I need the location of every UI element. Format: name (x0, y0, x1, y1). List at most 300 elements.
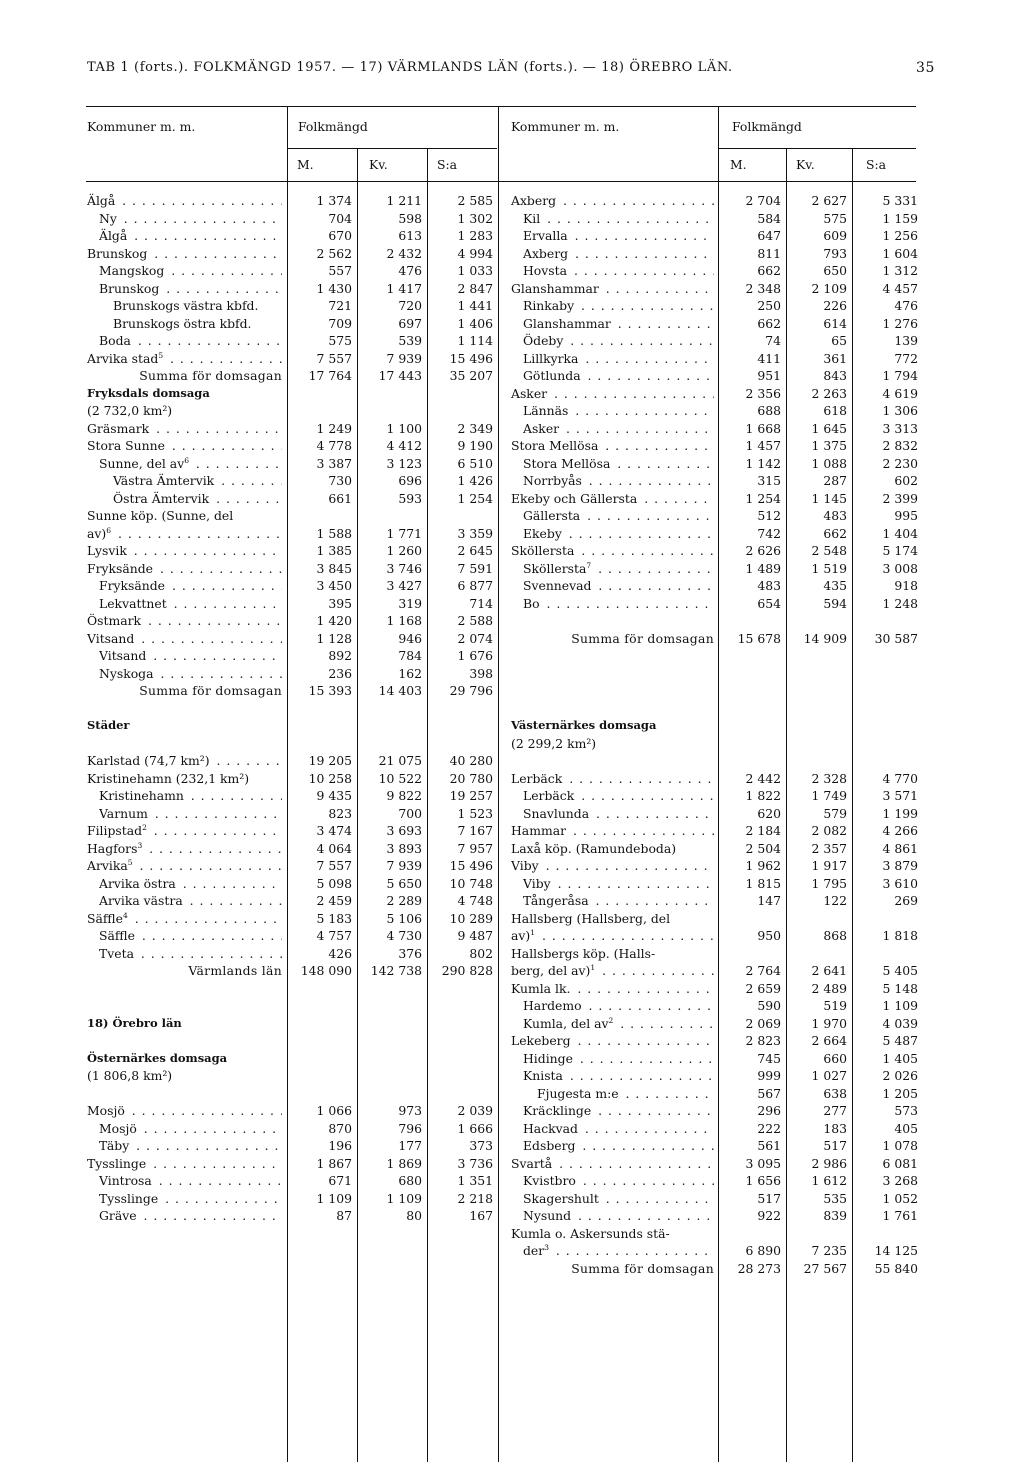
kommun-name-text: Hovsta (523, 263, 567, 278)
men-value: 1 867 (316, 1155, 352, 1171)
women-value: 2 986 (811, 1155, 847, 1171)
total-value: 476 (894, 298, 918, 313)
kv-header: Kv. (369, 157, 388, 172)
kommun-name (511, 1032, 714, 1050)
kommun-name (523, 297, 714, 315)
men-value: 3 845 (316, 560, 352, 576)
women-value: 7 939 (386, 350, 422, 366)
total-value: 20 780 (449, 770, 493, 786)
men-value: 5 098 (316, 875, 352, 891)
men-value: 730 (328, 473, 352, 488)
section-heading: 18) Örebro län (87, 1015, 182, 1030)
kommun-name-text: Boda (99, 333, 131, 348)
kommun-name-text: Viby (511, 858, 539, 873)
women-value: 2 082 (811, 823, 847, 838)
women-value: 65 (831, 333, 847, 348)
women-value: 1 519 (811, 560, 847, 576)
men-value: 1 249 (316, 420, 352, 436)
kommun-name-text: Vintrosa (99, 1173, 152, 1188)
women-value: 575 (823, 210, 847, 226)
women-value: 183 (823, 1120, 847, 1136)
men-value: 584 (757, 210, 781, 226)
kommun-name (87, 630, 282, 648)
total-value: 1 205 (882, 1085, 918, 1101)
kommun-name (99, 210, 282, 228)
total-value: 1 676 (457, 648, 493, 663)
men-value: 1 815 (745, 875, 781, 891)
total-value: 573 (894, 1103, 918, 1118)
women-value: 696 (398, 473, 422, 488)
women-value: 7 939 (386, 858, 422, 873)
women-value: 613 (398, 228, 422, 243)
women-value: 660 (823, 1050, 847, 1066)
total-value: 269 (894, 893, 918, 908)
kommun-name (523, 367, 714, 385)
men-value: 742 (757, 525, 781, 541)
total-value: 2 074 (457, 630, 493, 646)
total-value: 3 610 (882, 875, 918, 891)
kommun-name-text: Kvistbro (523, 1173, 576, 1188)
total-value: 7 167 (457, 823, 493, 838)
men-value: 870 (328, 1120, 352, 1136)
men-value: 2 764 (745, 963, 781, 978)
kommun-name-text: Brunskogs västra kbfd. (113, 298, 259, 313)
total-value: 9 190 (457, 438, 493, 453)
men-value: 892 (328, 648, 352, 663)
total-value: 4 994 (457, 245, 493, 261)
total-value: 6 081 (882, 1155, 918, 1171)
total-value: 167 (469, 1208, 493, 1223)
kommun-name (99, 455, 282, 473)
men-value: 2 704 (745, 193, 781, 208)
kommun-name (511, 822, 714, 840)
total-value: 3 268 (882, 1173, 918, 1188)
men-value: 1 656 (745, 1173, 781, 1188)
women-value: 122 (823, 893, 847, 908)
total-value: 4 457 (882, 280, 918, 296)
men-value: 87 (336, 1208, 352, 1223)
kommun-name (87, 1102, 282, 1120)
men-value: 1 489 (745, 560, 781, 576)
men-value: 4 064 (316, 840, 352, 856)
kommun-name (511, 437, 714, 455)
men-value: 561 (757, 1138, 781, 1153)
total-value: 2 645 (457, 543, 493, 558)
kommun-name-text: Axberg (523, 245, 569, 261)
kommun-name (99, 1207, 282, 1225)
total-value: 1 666 (457, 1120, 493, 1136)
women-value: 1 612 (811, 1173, 847, 1188)
kommun-name-text: Lekeberg (511, 1033, 571, 1048)
kommun-name-text: Svartå (511, 1155, 553, 1171)
footnote-marker: 5 (158, 350, 164, 360)
men-value: 411 (757, 350, 781, 366)
women-value: 2 263 (811, 385, 847, 401)
total-value: 602 (894, 473, 918, 488)
kommun-name-text: Mosjö (99, 1120, 137, 1136)
women-value: 162 (398, 665, 422, 681)
column-divider (718, 106, 719, 1462)
women-value: 1 375 (811, 438, 847, 453)
kommuner-header: Kommuner m. m. (511, 119, 620, 134)
total-value: 7 591 (457, 560, 493, 576)
total-value: 3 879 (882, 858, 918, 873)
women-value: 1 211 (386, 193, 422, 208)
kommun-name (523, 525, 714, 543)
kommun-name-text: Glanshammar (511, 280, 599, 296)
women-value: 1 145 (811, 490, 847, 506)
women-value: 1 645 (811, 420, 847, 436)
total-value: 1 254 (457, 490, 493, 506)
women-value: 579 (823, 805, 847, 821)
women-value: 2 489 (811, 980, 847, 996)
kommun-name (511, 1225, 714, 1243)
sum-row-label (87, 682, 282, 700)
total-value: 1 078 (882, 1138, 918, 1153)
total-value: 772 (894, 350, 918, 366)
kommun-name (523, 472, 714, 490)
total-value: 1 248 (882, 595, 918, 611)
kommun-name (523, 455, 714, 473)
total-value: 1 052 (882, 1190, 918, 1206)
total-value: 6 877 (457, 578, 493, 593)
kommun-name (511, 962, 714, 980)
total-value: 3 736 (457, 1155, 493, 1171)
women-value: 27 567 (803, 1260, 847, 1276)
men-value: 1 374 (316, 193, 352, 208)
kommun-name (511, 857, 714, 875)
men-value: 250 (757, 298, 781, 313)
page-title: TAB 1 (forts.). FOLKMÄNGD 1957. — 17) VÄRMLANDS LÄN (forts.). — 18) ÖREBRO LÄN. (87, 60, 733, 75)
kommun-name-text: Mangskog (99, 263, 165, 278)
women-value: 3 693 (386, 823, 422, 838)
women-value: 1 771 (386, 525, 422, 541)
kommun-name (87, 192, 282, 210)
men-value: 2 459 (316, 893, 352, 908)
kommun-name (523, 1242, 714, 1260)
kommun-name (99, 1190, 282, 1208)
kommun-name (87, 525, 282, 543)
men-value: 3 387 (316, 455, 352, 471)
kommun-name (523, 402, 714, 420)
women-value: 2 289 (386, 893, 422, 908)
total-value: 139 (894, 333, 918, 348)
kommun-name (523, 577, 714, 595)
kommun-name (113, 297, 282, 315)
men-value: 512 (757, 508, 781, 523)
m-header: M. (730, 157, 747, 172)
total-value: 4 619 (882, 385, 918, 401)
sum-label: Summa för domsagan (139, 683, 282, 698)
men-value: 1 254 (745, 490, 781, 506)
column-divider (287, 106, 288, 1462)
women-value: 3 746 (386, 560, 422, 576)
total-value: 2 847 (457, 280, 493, 296)
total-value: 3 008 (882, 560, 918, 576)
kommun-name-text: Nysund (523, 1208, 572, 1223)
women-value: 793 (823, 245, 847, 261)
women-value: 868 (823, 928, 847, 943)
women-value: 1 088 (811, 455, 847, 471)
kommun-name (511, 927, 714, 945)
women-value: 2 328 (811, 770, 847, 786)
kommun-name-text: Kil (523, 210, 541, 226)
kommun-name-text: Ekeby (523, 525, 562, 541)
kommun-name (87, 350, 282, 368)
women-value: 609 (823, 228, 847, 243)
page-header (87, 60, 935, 82)
women-value: 1 917 (811, 858, 847, 873)
kommun-name (523, 210, 714, 228)
kommun-name-text: Kumla lk. (511, 980, 571, 996)
kommun-name-text: Säffle (87, 910, 123, 926)
men-value: 2 356 (745, 385, 781, 401)
total-value: 7 957 (457, 840, 493, 856)
kommun-name (523, 420, 714, 438)
kommun-name (87, 910, 282, 928)
men-value: 28 273 (737, 1260, 781, 1276)
men-value: 950 (757, 928, 781, 943)
men-value: 10 258 (308, 770, 352, 786)
women-value: 80 (406, 1208, 422, 1223)
total-value: 1 604 (882, 245, 918, 261)
table-header-rule (86, 181, 916, 182)
men-value: 7 557 (316, 350, 352, 366)
women-value: 319 (398, 595, 422, 611)
kommun-name (87, 437, 282, 455)
men-value: 517 (757, 1190, 781, 1206)
kommun-name-text: Stora Sunne (87, 438, 165, 453)
kommun-name-text: Ekeby och Gällersta (511, 490, 638, 506)
women-value: 1 260 (386, 543, 422, 558)
total-value: 5 331 (882, 193, 918, 208)
men-value: 2 823 (745, 1033, 781, 1048)
women-value: 697 (398, 315, 422, 331)
kommun-name-text: Sköllersta (523, 560, 587, 576)
women-value: 650 (823, 263, 847, 278)
women-value: 1 417 (386, 280, 422, 296)
men-value: 951 (757, 368, 781, 383)
men-value: 3 450 (316, 578, 352, 593)
kommun-name-text: Sunne köp. (Sunne, del (87, 508, 234, 523)
women-value: 142 738 (370, 963, 422, 978)
kommun-name (99, 805, 282, 823)
total-value: 405 (894, 1120, 918, 1136)
sum-row-label (87, 962, 282, 980)
kommun-name-text: Gräsmark (87, 420, 150, 436)
kommun-name (511, 980, 714, 998)
men-value: 236 (328, 665, 352, 681)
total-value: 4 861 (882, 840, 918, 856)
kommun-name (537, 1085, 714, 1103)
women-value: 1 749 (811, 788, 847, 803)
kommun-name-text: Lerbäck (511, 770, 563, 786)
kommun-name-text: Arvika västra (99, 893, 183, 908)
kommun-name (523, 560, 714, 578)
total-value: 290 828 (441, 963, 493, 978)
women-value: 539 (398, 333, 422, 348)
kommun-name (511, 280, 714, 298)
kommun-name (87, 420, 282, 438)
kommun-name (99, 577, 282, 595)
kommun-name (523, 1207, 714, 1225)
men-value: 1 588 (316, 525, 352, 541)
kommun-name-text: Kumla, del av (523, 1015, 609, 1031)
kommun-name-text: Tysslinge (87, 1155, 147, 1171)
men-value: 147 (757, 893, 781, 908)
men-value: 1 962 (745, 858, 781, 873)
footnote-marker: 7 (586, 560, 592, 570)
kommun-name (511, 542, 714, 560)
section-heading: Västernärkes domsaga (511, 718, 657, 732)
men-value: 575 (328, 333, 352, 348)
men-value: 590 (757, 998, 781, 1013)
kommun-name (99, 262, 282, 280)
women-value: 376 (398, 945, 422, 961)
footnote-marker: 4 (122, 910, 128, 920)
total-value: 1 818 (882, 928, 918, 943)
women-value: 177 (398, 1138, 422, 1153)
kommun-name-text: Arvika (87, 858, 128, 873)
total-value: 1 199 (882, 805, 918, 821)
total-value: 1 761 (882, 1208, 918, 1223)
total-value: 10 748 (449, 875, 493, 891)
kommun-name-text: Hallsberg (Hallsberg, del (511, 910, 671, 926)
men-value: 2 562 (316, 245, 352, 261)
men-value: 3 095 (745, 1155, 781, 1171)
kommun-name-text: Tysslinge (99, 1190, 159, 1206)
kommun-name (99, 595, 282, 613)
women-value: 3 893 (386, 840, 422, 856)
sa-header: S:a (437, 157, 458, 172)
kommun-name (113, 490, 282, 508)
total-value: 1 276 (882, 315, 918, 331)
women-value: 1 109 (386, 1190, 422, 1206)
kommun-name (511, 945, 714, 963)
kommun-name (99, 227, 282, 245)
kommun-name-text: Asker (511, 385, 548, 401)
total-value: 1 283 (457, 228, 493, 243)
total-value: 398 (469, 665, 493, 681)
kommun-name (113, 472, 282, 490)
men-value: 557 (328, 263, 352, 278)
footnote-marker: 3 (137, 840, 143, 850)
kommun-name (511, 1155, 714, 1173)
section-subheading: (2 732,0 km²) (87, 403, 173, 418)
women-value: 4 730 (386, 928, 422, 943)
kommun-name-text: der (523, 1243, 545, 1258)
kommun-name-text: Stora Mellösa (523, 455, 611, 471)
total-value: 1 441 (457, 298, 493, 313)
kommun-name (523, 997, 714, 1015)
men-value: 662 (757, 263, 781, 278)
women-value: 535 (823, 1190, 847, 1206)
total-value: 5 405 (882, 963, 918, 978)
total-value: 2 585 (457, 193, 493, 208)
total-value: 1 159 (882, 210, 918, 226)
sum-label: Summa för domsagan (571, 630, 714, 646)
men-value: 15 393 (308, 683, 352, 698)
kommun-name-text: Brunskogs östra kbfd. (113, 315, 252, 331)
men-value: 662 (757, 315, 781, 331)
women-value: 680 (398, 1173, 422, 1188)
table-top-rule (86, 106, 916, 107)
women-value: 5 106 (386, 910, 422, 926)
kommun-name-text: Nyskoga (99, 665, 154, 681)
total-value: 2 039 (457, 1103, 493, 1118)
women-value: 1 869 (386, 1155, 422, 1171)
kommun-name-text: Glanshammar (523, 315, 611, 331)
kommun-name-text: Hackvad (523, 1120, 578, 1136)
men-value: 196 (328, 1138, 352, 1153)
total-value: 2 218 (457, 1190, 493, 1206)
kommun-name-text: Sunne, del av (99, 455, 185, 471)
kommun-name-text: Stora Mellösa (511, 438, 599, 453)
women-value: 839 (823, 1208, 847, 1223)
total-value: 714 (469, 595, 493, 611)
men-value: 426 (328, 945, 352, 961)
sum-label: Summa för domsagan (571, 1260, 714, 1276)
kommun-name (87, 542, 282, 560)
men-value: 2 442 (745, 770, 781, 786)
kommun-name (511, 385, 714, 403)
men-value: 17 764 (308, 368, 352, 383)
total-value: 2 399 (882, 490, 918, 506)
total-value: 1 523 (457, 805, 493, 821)
kommun-name-text: Kräcklinge (523, 1103, 592, 1118)
women-value: 7 235 (811, 1243, 847, 1258)
total-value: 40 280 (449, 753, 493, 768)
kommun-name (113, 315, 282, 333)
total-value: 1 306 (882, 403, 918, 418)
kommun-name (99, 875, 282, 893)
women-value: 5 650 (386, 875, 422, 891)
footnote-marker: 2 (608, 1015, 614, 1025)
kommun-name (87, 612, 282, 630)
women-value: 2 432 (386, 245, 422, 261)
kommun-name-text: Lännäs (523, 403, 569, 418)
kommun-name-text: Mosjö (87, 1103, 125, 1118)
sum-label: Summa för domsagan (139, 368, 282, 383)
kommun-name (511, 840, 714, 858)
women-value: 598 (398, 210, 422, 226)
kommun-name (99, 1172, 282, 1190)
kommun-name (99, 927, 282, 945)
kommun-name-text: Viby (523, 875, 551, 891)
kommun-name-text: Hagfors (87, 840, 138, 856)
women-value: 4 412 (386, 438, 422, 453)
kommun-name-text: Täby (99, 1138, 130, 1153)
kommun-name (87, 245, 282, 263)
total-value: 802 (469, 945, 493, 961)
total-value: 19 257 (449, 788, 493, 803)
women-value: 21 075 (378, 753, 422, 768)
footnote-marker: 3 (544, 1243, 549, 1252)
kommun-name-text: Laxå köp. (Ramundeboda) (511, 840, 677, 856)
total-value: 5 148 (882, 980, 918, 996)
total-value: 6 510 (457, 455, 493, 471)
kommun-name (87, 1155, 282, 1173)
kommun-name (87, 560, 282, 578)
total-value: 918 (894, 578, 918, 593)
men-value: 483 (757, 578, 781, 593)
total-value: 1 405 (882, 1050, 918, 1066)
m-header: M. (297, 157, 314, 172)
men-value: 1 668 (745, 420, 781, 436)
section-subheading: (1 806,8 km²) (87, 1068, 173, 1083)
total-value: 1 404 (882, 525, 918, 541)
total-value: 29 796 (449, 683, 493, 698)
